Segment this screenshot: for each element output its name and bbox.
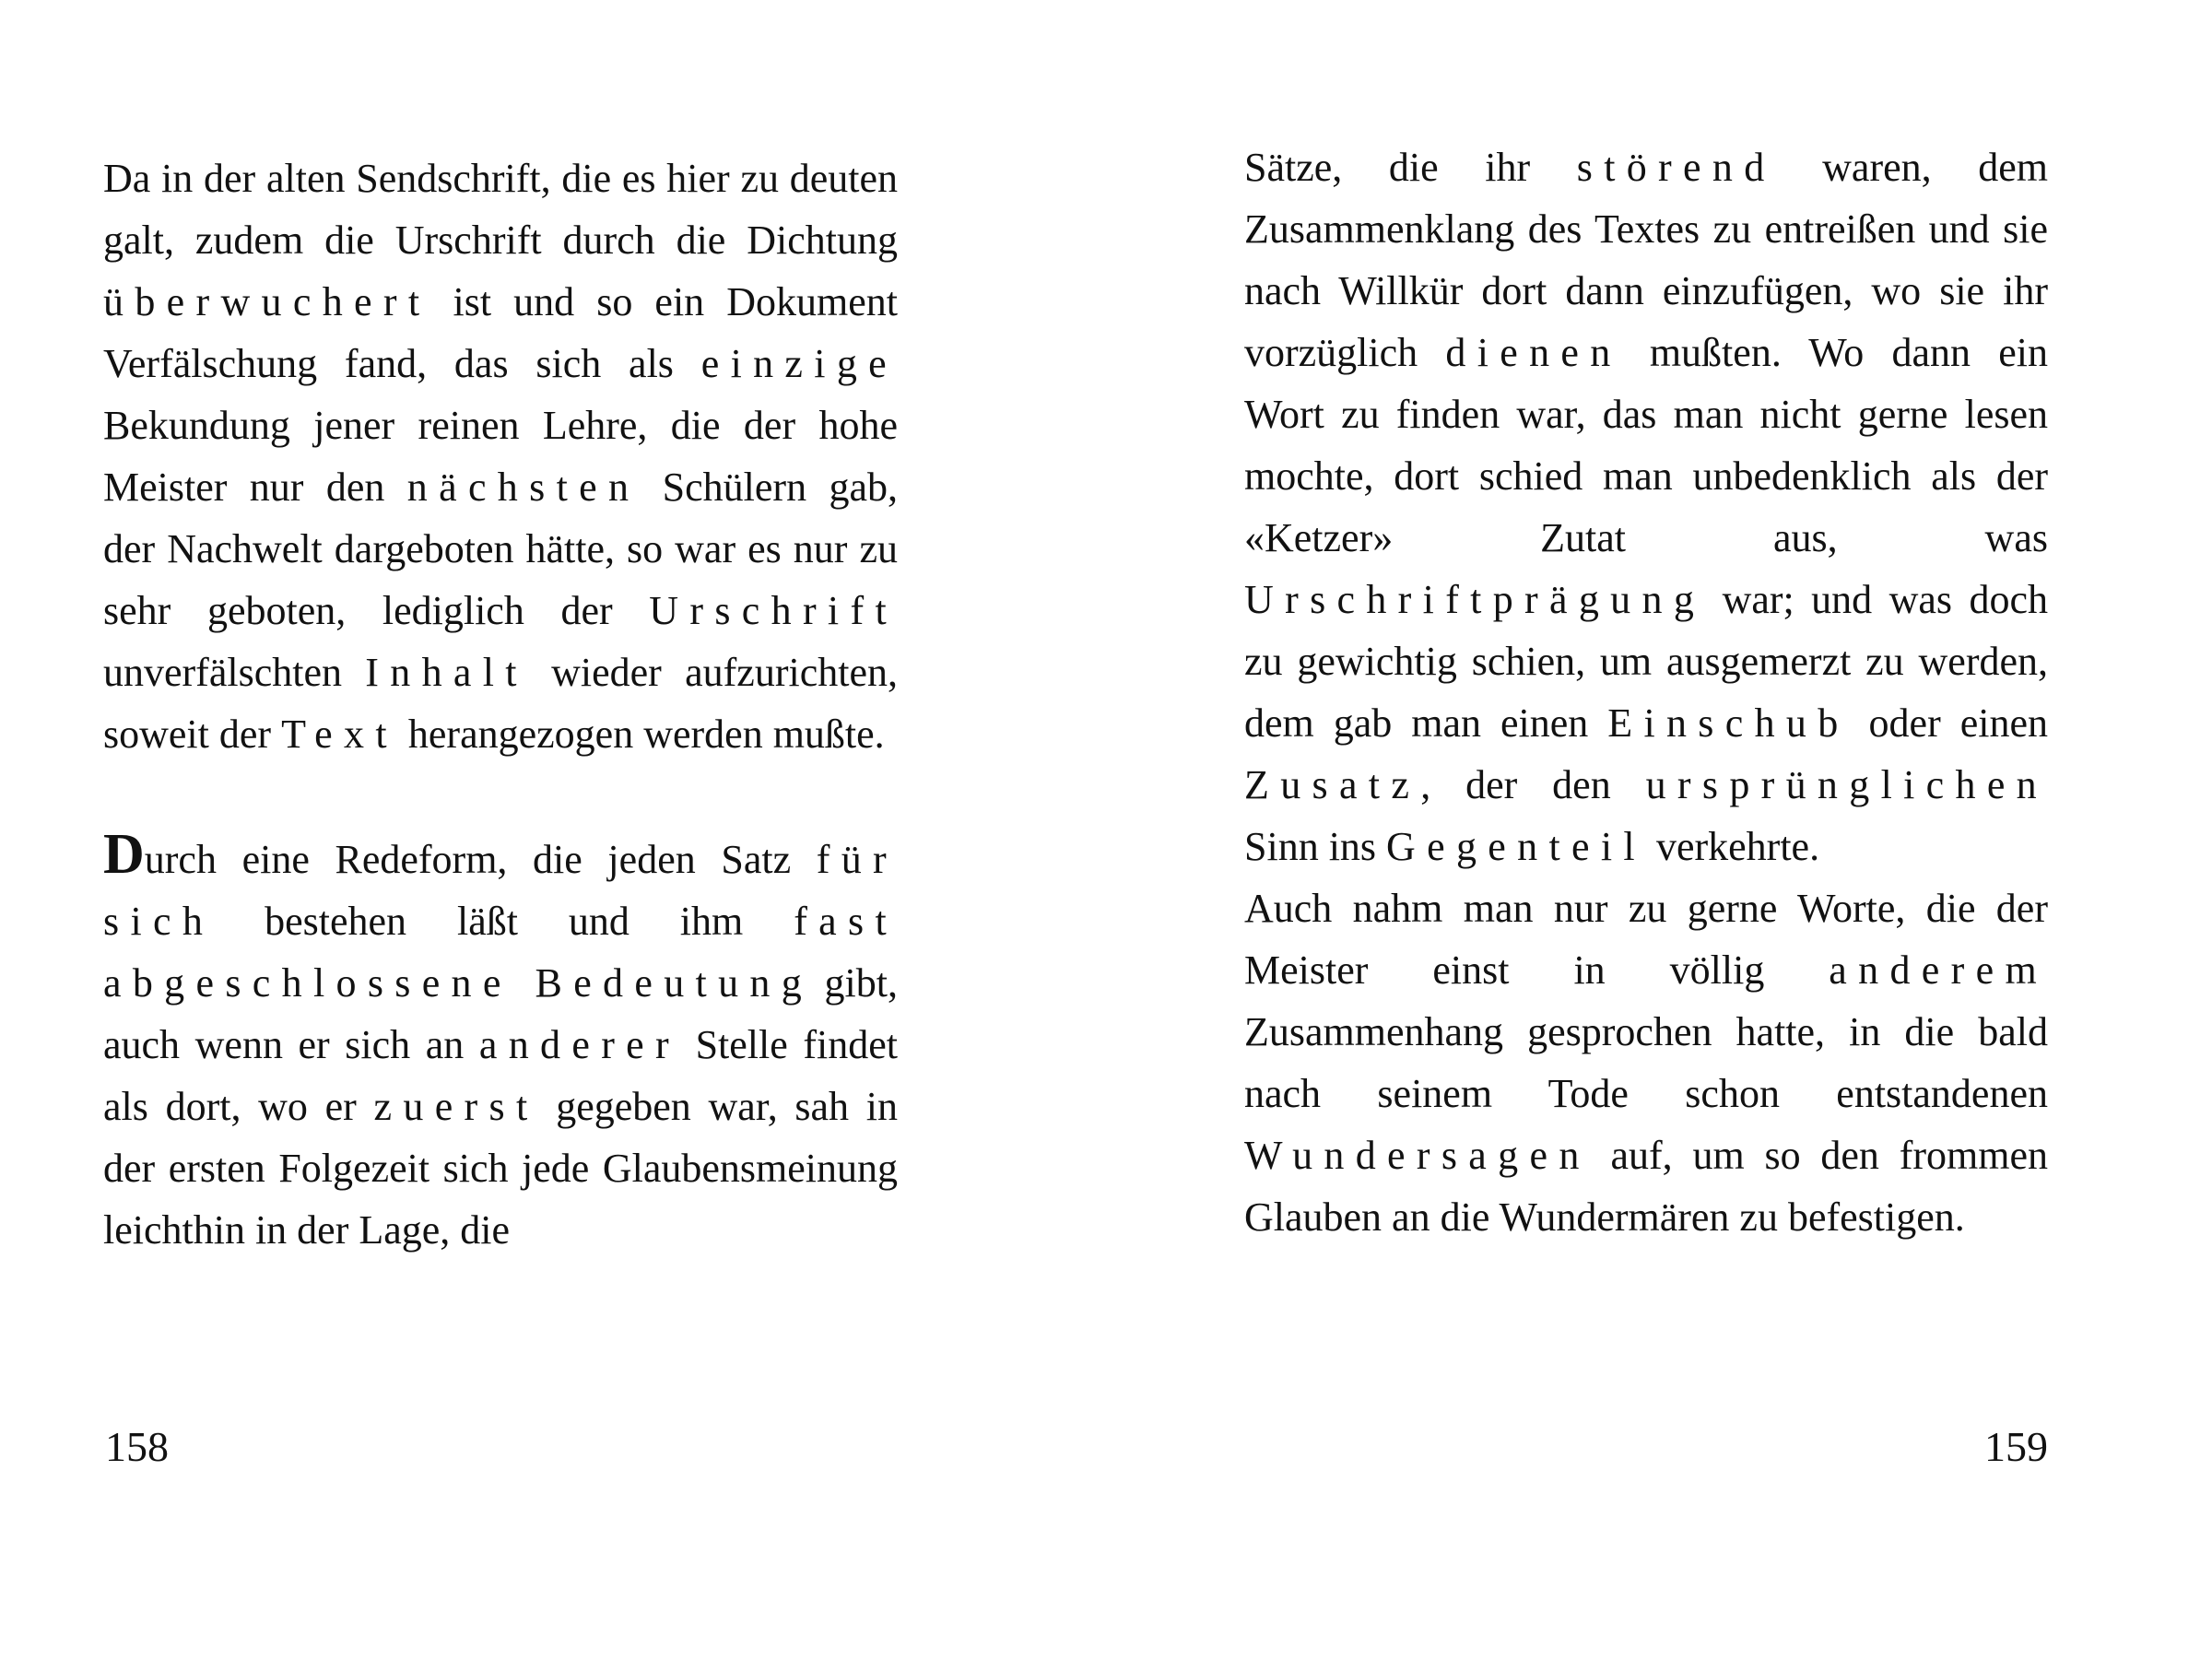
- emphasis: Wundersagen: [1244, 1133, 1591, 1178]
- emphasis: Einschub: [1607, 700, 1850, 746]
- emphasis: Inhalt: [365, 650, 528, 695]
- emphasis: fast abgeschlossene Bedeutung: [103, 899, 898, 1006]
- right-paragraph-2: Auch nahm man nur zu gerne Worte, die der Meister einst in völlig anderem Zusammenhang gesprochen hatte, in die bald nach seinem Tode schon entstandenen Wundersagen auf, um so den frommen Glauben an die Wundermären zu befestigen.: [1244, 886, 2048, 1240]
- emphasis: anderer: [478, 1022, 680, 1067]
- right-paragraph-1: Sätze, die ihr störend waren, dem Zusammenklang des Textes zu entreißen und sie nach Willkür dort dann einzufügen, wo sie ihr vorzüglich dienen mußten. Wo dann ein Wort zu finden war, das man nicht gerne lesen mochte, dort schied man unbedenklich als der «Ketzer» Zutat aus, was Urschriftprägung war; und was doch zu gewichtig schien, um ausgemerzt zu werden, dem gab man einen Einschub oder einen Zusatz, der den ursprünglichen Sinn ins Gegenteil verkehrte.: [1244, 145, 2049, 869]
- emphasis: Urschrift: [649, 588, 898, 633]
- emphasis: für sich: [103, 837, 898, 944]
- emphasis: dienen: [1445, 330, 1622, 375]
- emphasis: zuerst: [373, 1084, 539, 1129]
- emphasis: Gegenteil: [1386, 824, 1646, 869]
- emphasis: nächsten: [406, 465, 641, 510]
- page-number: 158: [105, 1423, 169, 1470]
- emphasis: ursprünglichen: [1645, 762, 2048, 807]
- left-page-text: [103, 147, 898, 1261]
- emphasis: einzige: [700, 341, 898, 386]
- initial-letter: D: [103, 823, 145, 886]
- emphasis: Urschriftprägung: [1244, 577, 1706, 622]
- emphasis: anderem: [1829, 947, 2048, 993]
- emphasis: Zusatz: [1244, 762, 1421, 807]
- emphasis: störend: [1576, 145, 1776, 190]
- left-paragraph-1: Da in der alten Sendschrift, die es hier zu deuten galt, zudem die Urschrift durch die Dichtung überwuchert ist und so ein Dokument Verfälschung fand, das sich als einzige Bekundung jener reinen Lehre, die der hohe Meister nur den nächsten Schülern gab, der Nachwelt dargeboten hätte, so war es nur zu sehr geboten, lediglich der Urschrift unverfälschten Inhalt wieder aufzurichten, soweit der Text herangezogen werden mußte.: [103, 156, 899, 757]
- left-paragraph-2: Durch eine Redeform, die jeden Satz für sich bestehen läßt und ihm fast abgeschlossene Bedeutung gibt, auch wenn er sich an anderer Stelle findet als dort, wo er zuerst gegeben war, sah in der ersten Folgezeit sich jede Glaubensmeinung leichthin in der Lage, die: [103, 823, 898, 1253]
- page-number: 159: [1984, 1423, 2048, 1470]
- emphasis: Text: [281, 712, 398, 757]
- right-page-text: [1244, 136, 2048, 1248]
- right-page: [1106, 0, 2212, 1659]
- emphasis: überwuchert: [103, 279, 431, 324]
